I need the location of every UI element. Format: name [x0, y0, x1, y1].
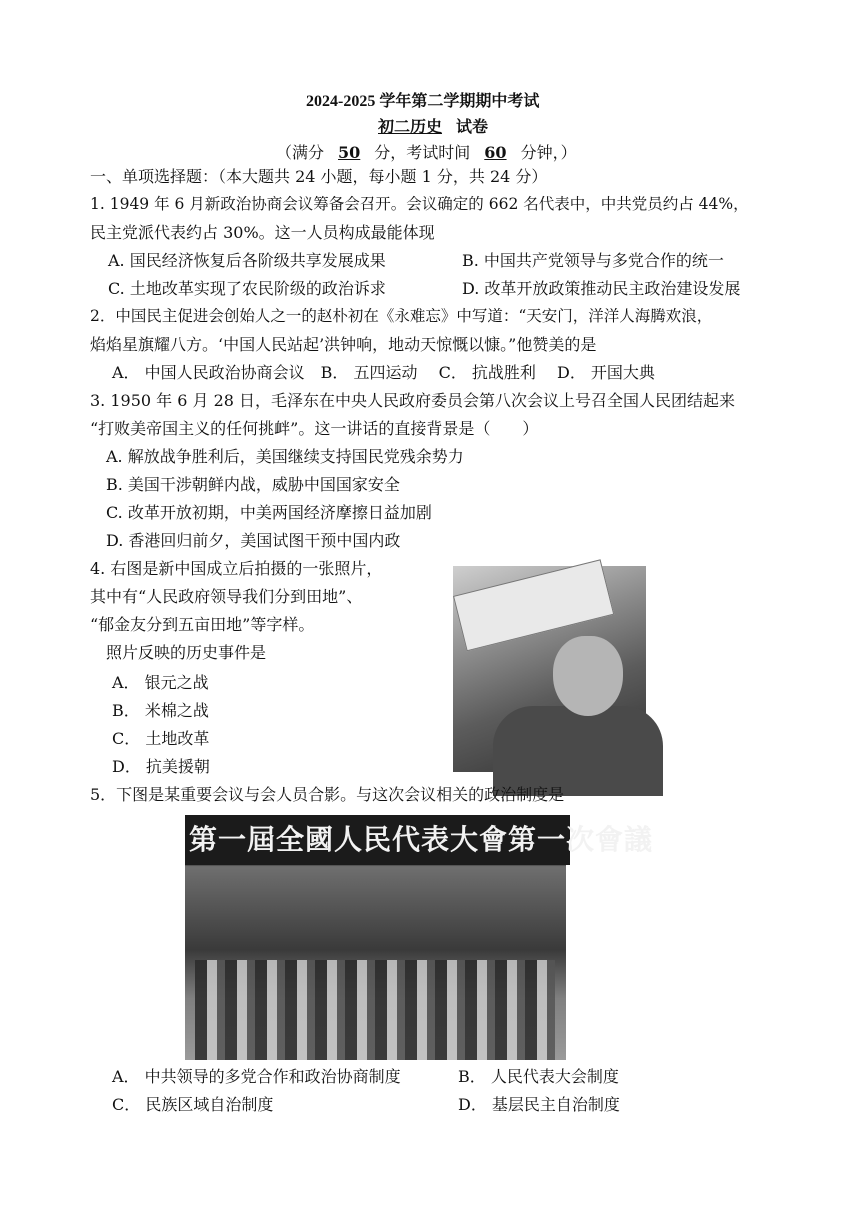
q1-option-a[interactable]: A. 国民经济恢复后各阶级共享发展成果: [108, 251, 386, 270]
q5-stem: 5．下图是某重要会议与会人员合影。与这次会议相关的政治制度是: [90, 785, 565, 804]
photo-body: [493, 706, 663, 796]
q5-option-d[interactable]: D． 基层民主自治制度: [458, 1095, 620, 1114]
photo-crowd: [195, 960, 555, 1060]
q5-option-c[interactable]: C． 民族区域自治制度: [112, 1095, 274, 1114]
info-mid: 分，考试时间: [374, 143, 471, 162]
section-heading: 一、单项选择题：（本大题共 24 小题，每小题 1 分，共 24 分）: [90, 167, 548, 186]
q5-option-b[interactable]: B． 人民代表大会制度: [458, 1067, 619, 1086]
q5-option-a[interactable]: A． 中共领导的多党合作和政治协商制度: [112, 1067, 401, 1086]
q3-option-c[interactable]: C. 改革开放初期，中美两国经济摩擦日益加剧: [106, 503, 432, 522]
exam-subject: [362, 117, 488, 139]
q3-option-b[interactable]: B. 美国干涉朝鲜内战，威胁中国国家安全: [106, 475, 400, 494]
q4-stem-line3: “郁金友分到五亩田地”等字样。: [90, 615, 315, 634]
q4-stem-line2: 其中有“人民政府领导我们分到田地”、: [90, 587, 363, 606]
q2-options[interactable]: A． 中国人民政治协商会议 B． 五四运动 C． 抗战胜利 D． 开国大典: [112, 363, 655, 382]
full-score: 50: [338, 143, 361, 162]
q4-stem-line1: 4. 右图是新中国成立后拍摄的一张照片，: [90, 559, 383, 578]
subject-suffix: 试卷: [456, 119, 489, 136]
q1-option-c[interactable]: C. 土地改革实现了农民阶级的政治诉求: [108, 279, 386, 298]
info-prefix: （满分: [276, 143, 325, 162]
q3-stem-line2: “打败美帝国主义的任何挑衅”。这一讲话的直接背景是（ ）: [90, 419, 539, 438]
q3-option-d[interactable]: D. 香港回归前夕，美国试图干预中国内政: [106, 531, 401, 550]
exam-time: 60: [484, 143, 507, 162]
q1-option-b[interactable]: B. 中国共产党领导与多党合作的统一: [462, 251, 724, 270]
q4-option-c[interactable]: C． 土地改革: [112, 729, 210, 748]
q1-option-d[interactable]: D. 改革开放政策推动民主政治建设发展: [462, 279, 741, 298]
q2-stem-line2: 焰焰星旗耀八方。‘中国人民站起’洪钟响，地动天惊慨以慷。”他赞美的是: [90, 335, 597, 354]
q4-option-a[interactable]: A． 银元之战: [112, 673, 209, 692]
photo-banner: 第一屆全國人民代表大會第一次會議: [185, 815, 570, 865]
q4-option-b[interactable]: B． 米棉之战: [112, 701, 209, 720]
congress-group-photo: [185, 815, 654, 1060]
q1-stem-line1: 1. 1949 年 6 月新政治协商会议筹备会召开。会议确定的 662 名代表中，中共党员约占 44%，: [90, 195, 749, 213]
q4-stem-line4: 照片反映的历史事件是: [106, 643, 267, 662]
info-suffix: 分钟，）: [520, 143, 577, 162]
q4-option-d[interactable]: D． 抗美援朝: [112, 757, 210, 776]
q3-option-a[interactable]: A. 解放战争胜利后，美国继续支持国民党残余势力: [106, 447, 464, 466]
subject-name: 初二历史: [378, 119, 443, 136]
q1-stem-line2: 民主党派代表约占 30%。这一人员构成最能体现: [90, 223, 435, 242]
photo-face: [553, 636, 623, 716]
exam-info: [276, 142, 577, 164]
q3-stem-line1: 3. 1950 年 6 月 28 日，毛泽东在中央人民政府委员会第八次会议上号召全国人民团结起来: [90, 391, 736, 410]
q2-stem-line1: 2．中国民主促进会创始人之一的赵朴初在《永难忘》中写道：“天安门，洋洋人海腾欢浪，: [90, 307, 713, 325]
exam-title: 2024-2025 学年第二学期期中考试: [306, 93, 540, 110]
land-reform-photo: [453, 566, 646, 772]
